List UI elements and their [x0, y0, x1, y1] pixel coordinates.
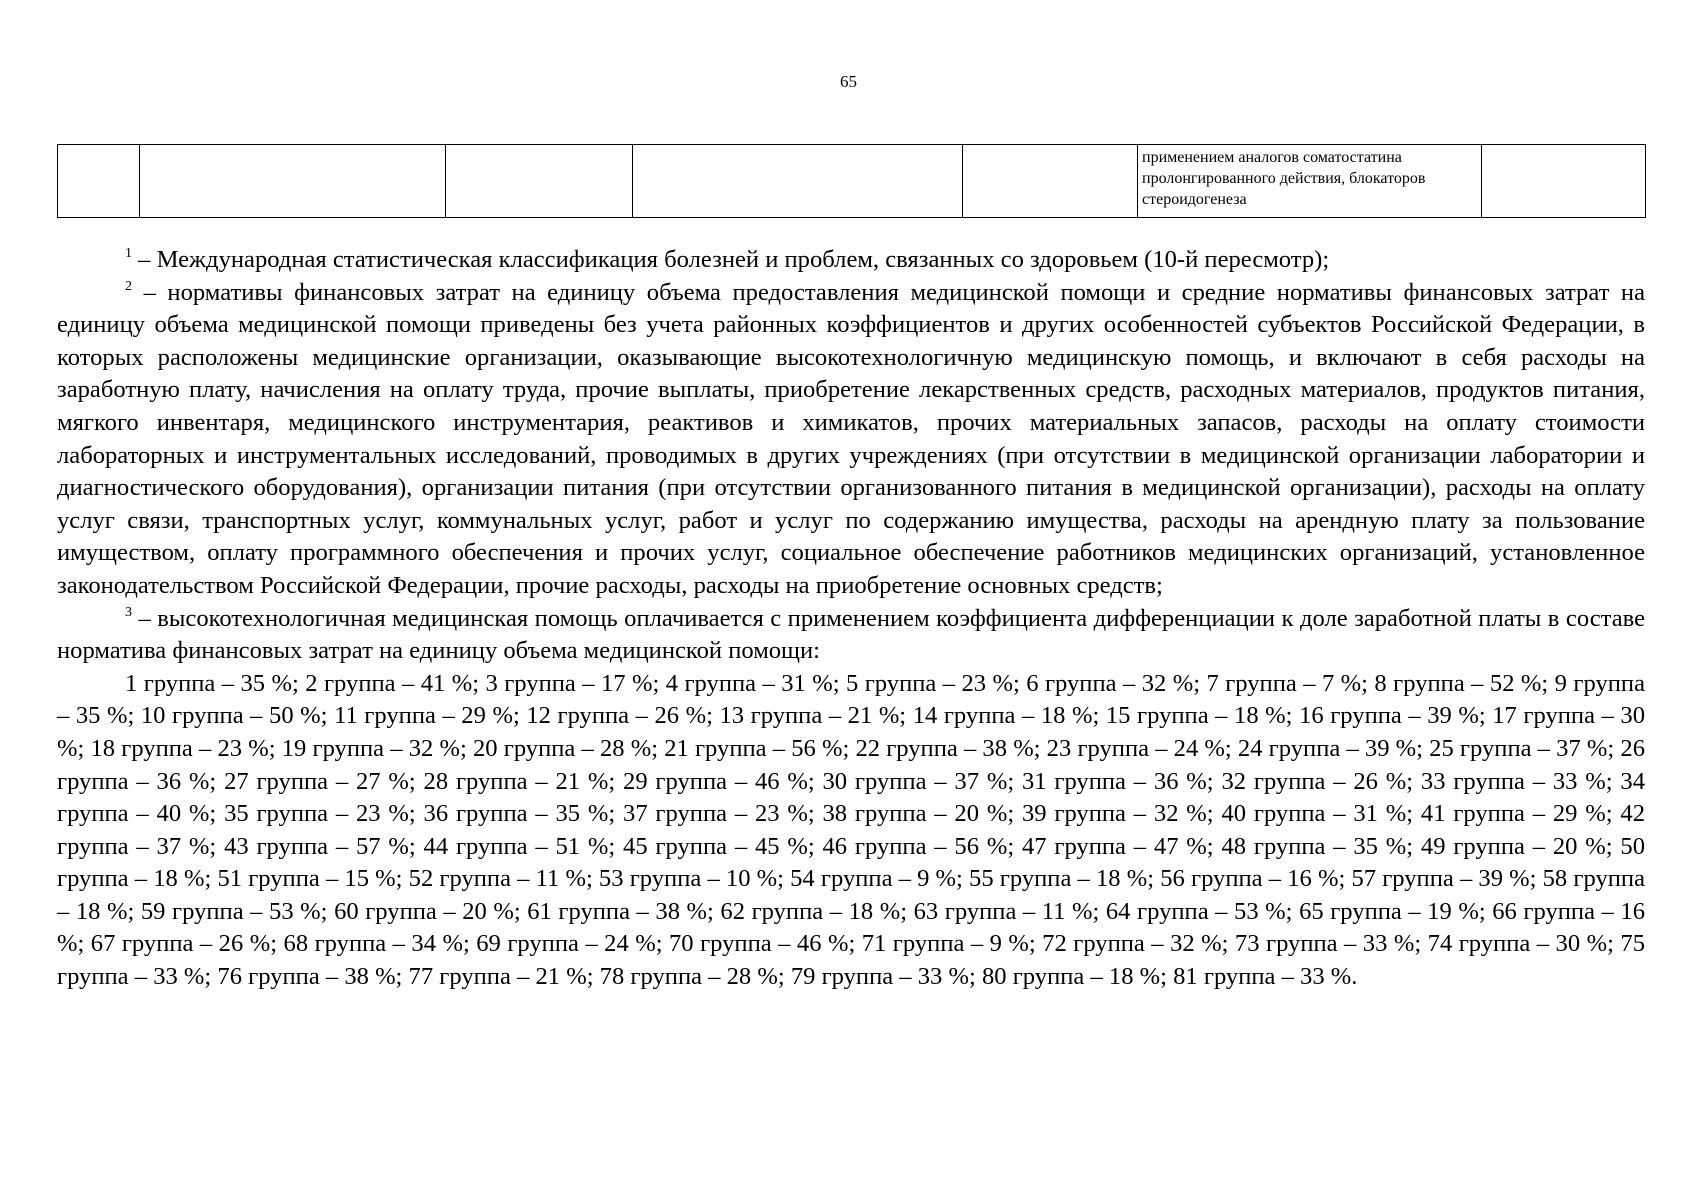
continuation-table [57, 144, 1646, 218]
table-cell [1482, 145, 1646, 218]
table-row [58, 145, 1646, 218]
table-cell [633, 145, 963, 218]
table-cell [446, 145, 633, 218]
footnote-text: – Международная статистическая классификация болезней и проблем, связанных со здоровьем (10-й пересмотр); [138, 246, 1330, 273]
table-cell [140, 145, 446, 218]
footnote-text: – высокотехнологичная медицинская помощь оплачивается с применением коэффициента дифференциации к доле заработной платы в составе норматива финансовых затрат на единицу объема медицинской помощи: [57, 604, 1645, 665]
footnotes-section [57, 244, 1645, 994]
footnote-text: – нормативы финансовых затрат на единицу объема предоставления медицинской помощи и средние нормативы финансовых затрат на единицу объема медицинской помощи приведены без учета районных коэффициентов и других особенностей субъектов Российской Федерации, в которых расположены медицинские организации, оказывающие высокотехнологичную медицинскую помощь, и включают в себя расходы на заработную плату, начисления на оплату труда, прочие выплаты, приобретение лекарственных средств, расходных материалов, продуктов питания, мягкого инвентаря, медицинского инструментария, реактивов и химикатов, прочих материальных запасов, расходы на оплату стоимости лабораторных и инструментальных исследований, проводимых в других учреждениях (при отсутствии в медицинской организации лаборатории и диагностического оборудования), организации питания (при отсутствии организованного питания в медицинской организации), расходы на оплату услуг связи, транспортных услуг, коммунальных услуг, работ и услуг по содержанию имущества, расходы на арендную плату за пользование имуществом, оплату программного обеспечения и прочих услуг, социальное обеспечение работников медицинских организаций, установленное законодательством Российской Федерации, прочие расходы, расходы на приобретение основных средств; [57, 278, 1645, 599]
footnote-2 [57, 277, 1645, 603]
group-coefficients-paragraph: 1 группа – 35 %; 2 группа – 41 %; 3 группа – 17 %; 4 группа – 31 %; 5 группа – 23 %; 6 группа – 32 %; 7 группа – 7 %; 8 группа – 52 %; 9 группа – 35 %; 10 группа – 50 %; 11 группа – 29 %; 12 группа – 26 %; 13 группа – 21 %; 14 группа – 18 %; 15 группа – 18 %; 16 группа – 39 %; 17 группа – 30 %; 18 группа – 23 %; 19 группа – 32 %; 20 группа – 28 %; 21 группа – 56 %; 22 группа – 38 %; 23 группа – 24 %; 24 группа – 39 %; 25 группа – 37 %; 26 группа – 36 %; 27 группа – 27 %; 28 группа – 21 %; 29 группа – 46 %; 30 группа – 37 %; 31 группа – 36 %; 32 группа – 26 %; 33 группа – 33 %; 34 группа – 40 %; 35 группа – 23 %; 36 группа – 35 %; 37 группа – 23 %; 38 группа – 20 %; 39 группа – 32 %; 40 группа – 31 %; 41 группа – 29 %; 42 группа – 37 %; 43 группа – 57 %; 44 группа – 51 %; 45 группа – 45 %; 46 группа – 56 %; 47 группа – 47 %; 48 группа – 35 %; 49 группа – 20 %; 50 группа – 18 %; 51 группа – 15 %; 52 группа – 11 %; 53 группа – 10 %; 54 группа – 9 %; 55 группа – 18 %; 56 группа – 16 %; 57 группа – 39 %; 58 группа – 18 %; 59 группа – 53 %; 60 группа – 20 %; 61 группа – 38 %; 62 группа – 18 %; 63 группа – 11 %; 64 группа – 53 %; 65 группа – 19 %; 66 группа – 16 %; 67 группа – 26 %; 68 группа – 34 %; 69 группа – 24 %; 70 группа – 46 %; 71 группа – 9 %; 72 группа – 32 %; 73 группа – 33 %; 74 группа – 30 %; 75 группа – 33 %; 76 группа – 38 %; 77 группа – 21 %; 78 группа – 28 %; 79 группа – 33 %; 80 группа – 18 %; 81 группа – 33 %. [57, 669, 1645, 991]
footnote-marker: 3 [125, 604, 132, 620]
footnote-marker: 2 [125, 278, 132, 294]
page-number: 65 [840, 72, 857, 91]
table-cell-treatment-text: применением аналогов соматостатина пролонгированного действия, блокаторов стероидогенеза [1138, 145, 1482, 218]
footnote-marker: 1 [125, 246, 132, 261]
footnote-3 [57, 603, 1645, 668]
footnote-1 [57, 244, 1645, 277]
table-cell [58, 145, 140, 218]
table-cell [963, 145, 1138, 218]
